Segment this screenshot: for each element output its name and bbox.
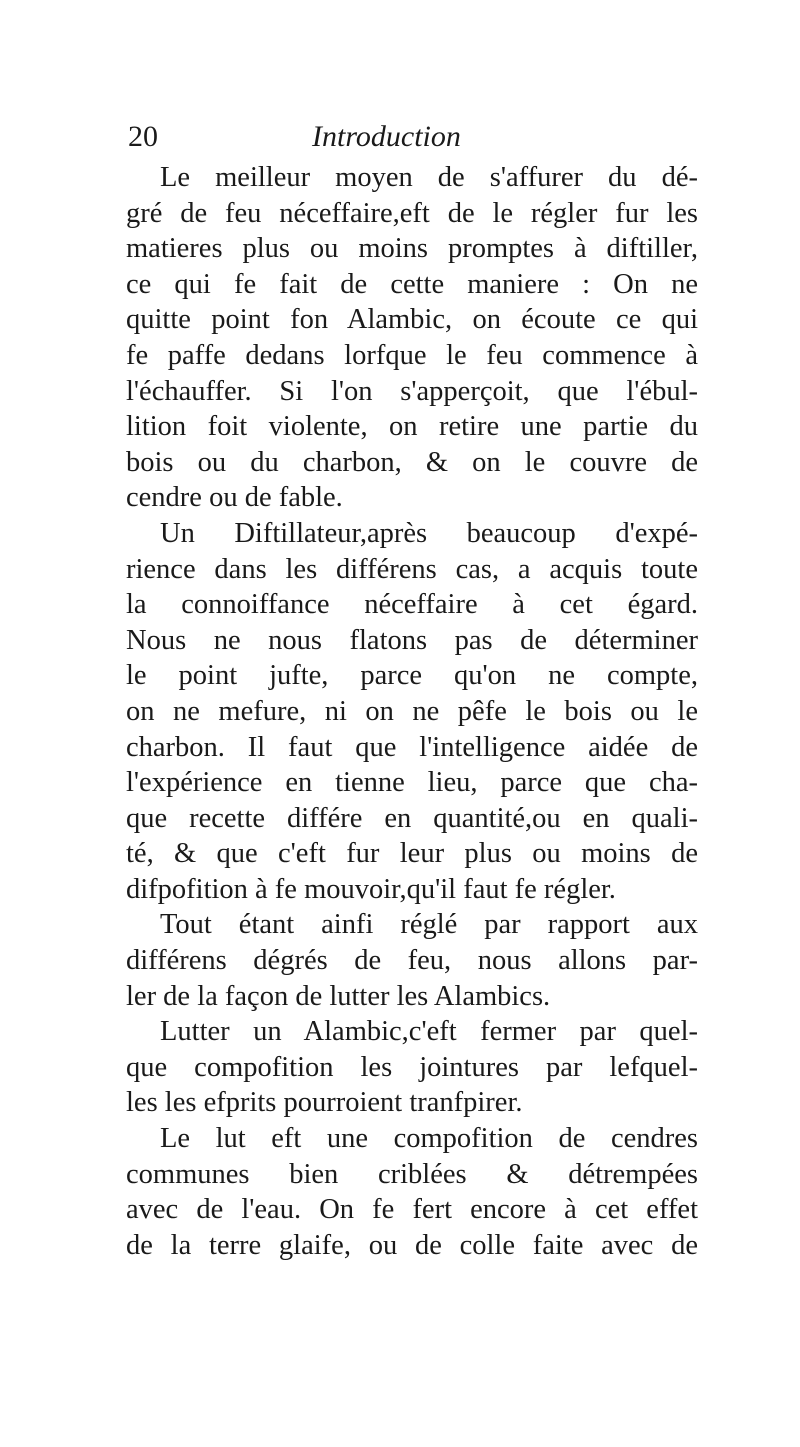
text-line: la connoiffance néceffaire à cet égard.: [126, 589, 698, 621]
running-head: Introduction: [312, 120, 461, 153]
text-line: de la terre glaife, ou de colle faite avec de: [126, 1229, 698, 1261]
text-line: Nous ne nous flatons pas de déterminer: [126, 624, 698, 656]
text-line: difpofition à fe mouvoir,qu'il faut fe régler.: [126, 873, 616, 905]
text-line: on ne mefure, ni on ne pêfe le bois ou le: [126, 695, 698, 727]
text-line: différens dégrés de feu, nous allons par-: [126, 945, 698, 977]
text-line: l'échauffer. Si l'on s'apperçoit, que l'ébul-: [126, 375, 698, 407]
text-line: lition foit violente, on retire une partie du: [126, 411, 698, 443]
text-line: le point jufte, parce qu'on ne compte,: [126, 660, 698, 692]
text-line: Lutter un Alambic,c'eft fermer par quel-: [160, 1016, 698, 1048]
text-line: bois ou du charbon, & on le couvre de: [126, 446, 698, 478]
text-line: avec de l'eau. On fe fert encore à cet effet: [126, 1194, 698, 1226]
text-line: Tout étant ainfi réglé par rapport aux: [160, 909, 698, 941]
text-line: ler de la façon de lutter les Alambics.: [126, 980, 551, 1012]
text-line: té, & que c'eft fur leur plus ou moins de: [126, 838, 698, 870]
page-number: 20: [128, 120, 158, 153]
text-line: Un Diftillateur,après beaucoup d'expé-: [160, 517, 698, 549]
text-line: quitte point fon Alambic, on écoute ce qui: [126, 304, 698, 336]
text-line: que recette différe en quantité,ou en quali-: [126, 802, 698, 834]
text-line: que compofition les jointures par lefquel-: [126, 1051, 698, 1083]
text-line: les les efprits pourroient tranfpirer.: [126, 1087, 523, 1119]
page-header: [128, 120, 698, 160]
text-line: rience dans les différens cas, a acquis toute: [126, 553, 698, 585]
text-line: Le lut eft une compofition de cendres: [160, 1123, 698, 1155]
text-line: gré de feu néceffaire,eft de le régler fur les: [126, 197, 698, 229]
text-line: charbon. Il faut que l'intelligence aidée de: [126, 731, 698, 763]
text-line: Le meilleur moyen de s'affurer du dé-: [160, 162, 698, 193]
text-line: l'expérience en tienne lieu, parce que cha-: [126, 767, 698, 799]
body-text: [126, 160, 698, 1263]
text-line: ce qui fe fait de cette maniere : On ne: [126, 268, 698, 300]
text-line: matieres plus ou moins promptes à diftiller,: [126, 233, 698, 265]
text-line: communes bien criblées & détrempées: [126, 1158, 698, 1190]
text-line: cendre ou de fable.: [126, 482, 343, 514]
text-line: fe paffe dedans lorfque le feu commence à: [126, 339, 698, 371]
